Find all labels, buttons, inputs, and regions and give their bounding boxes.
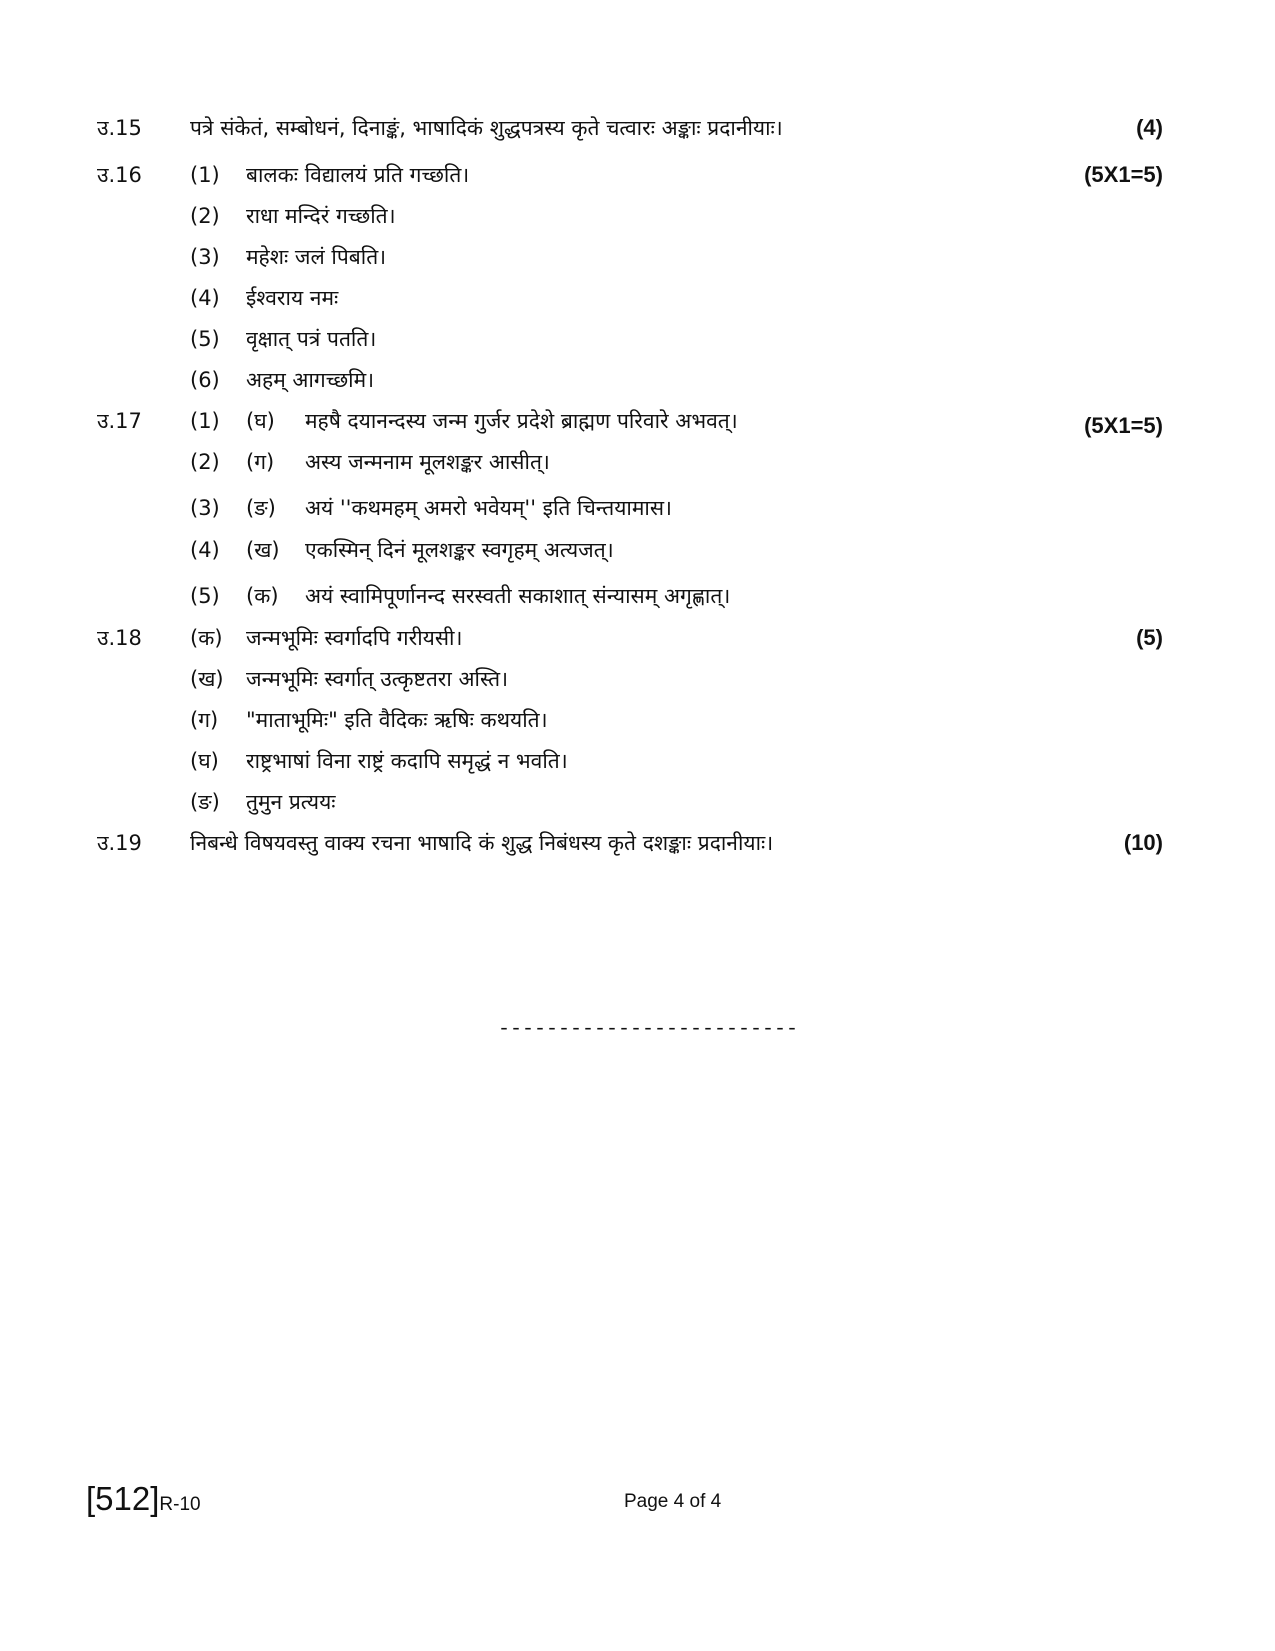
question-number: उ.15 xyxy=(97,116,142,140)
question-17-item-2 xyxy=(0,442,1275,482)
question-17-item-1 xyxy=(0,401,1275,441)
question-18-item-3 xyxy=(0,700,1275,740)
item-label: (ग) xyxy=(190,708,219,732)
answer-text: बालकः विद्यालयं प्रति गच्छति। xyxy=(246,163,470,187)
page-number: Page 4 of 4 xyxy=(624,1491,722,1512)
item-label: (1) xyxy=(190,409,220,433)
marks: (5X1=5) xyxy=(1084,162,1163,187)
option-label: (ख) xyxy=(246,538,280,562)
option-label: (क) xyxy=(246,584,279,608)
item-label: (4) xyxy=(190,286,220,310)
question-number: उ.16 xyxy=(97,163,142,187)
item-label: (3) xyxy=(190,245,220,269)
answer-text: अयं ''कथमहम् अमरो भवेयम्'' इति चिन्तयामास। xyxy=(305,496,673,520)
option-label: (ङ) xyxy=(246,496,276,520)
answer-text: राधा मन्दिरं गच्छति। xyxy=(246,204,396,228)
answer-text: राष्ट्रभाषां विना राष्ट्रं कदापि समृद्धं न भवति। xyxy=(246,749,568,773)
question-16-item-5 xyxy=(0,319,1275,359)
item-label: (2) xyxy=(190,204,220,228)
answer-text: अयं स्वामिपूर्णानन्द सरस्वती सकाशात् संन्यासम् अगृह्णात्। xyxy=(305,584,731,608)
answer-text: महेशः जलं पिबति। xyxy=(246,245,387,269)
item-label: (4) xyxy=(190,538,220,562)
option-label: (घ) xyxy=(246,409,275,433)
option-label: (ग) xyxy=(246,450,275,474)
answer-text: अहम् आगच्छमि। xyxy=(246,368,375,392)
item-label: (क) xyxy=(190,626,223,650)
question-17-item-4 xyxy=(0,530,1275,570)
marks: (4) xyxy=(1136,115,1163,140)
question-17-item-3 xyxy=(0,488,1275,528)
answer-text: तुमुन प्रत्ययः xyxy=(246,790,336,814)
end-divider: ------------------------- xyxy=(498,1018,799,1041)
question-18-item-2 xyxy=(0,659,1275,699)
question-18-item-5 xyxy=(0,782,1275,822)
question-number: उ.18 xyxy=(97,626,142,650)
item-label: (ङ) xyxy=(190,790,220,814)
answer-text: जन्मभूमिः स्वर्गात् उत्कृष्टतरा अस्ति। xyxy=(246,667,509,691)
question-18-item-1 xyxy=(0,618,1275,658)
question-16-item-3 xyxy=(0,237,1275,277)
marks: (5) xyxy=(1136,625,1163,650)
item-label: (5) xyxy=(190,584,220,608)
answer-text: अस्य जन्मनाम मूलशङ्कर आसीत्। xyxy=(305,450,550,474)
question-17-item-5 xyxy=(0,576,1275,616)
answer-text: ईश्वराय नमः xyxy=(246,286,339,310)
answer-text: पत्रे संकेतं, सम्बोधनं, दिनाङ्कं, भाषादिकं शुद्धपत्रस्य कृते चत्वारः अङ्काः प्रदानीयाः। xyxy=(190,116,783,140)
marks: (5X1=5) xyxy=(1084,413,1163,438)
question-16-item-4 xyxy=(0,278,1275,318)
answer-text: महषै दयानन्दस्य जन्म गुर्जर प्रदेशे ब्राह्मण परिवारे अभवत्। xyxy=(305,409,738,433)
item-label: (6) xyxy=(190,368,220,392)
item-label: (3) xyxy=(190,496,220,520)
answer-text: निबन्धे विषयवस्तु वाक्य रचना भाषादि कं शुद्ध निबंधस्य कृते दशङ्काः प्रदानीयाः। xyxy=(190,831,774,855)
answer-text: जन्मभूमिः स्वर्गादपि गरीयसी। xyxy=(246,626,463,650)
question-15 xyxy=(0,108,1275,148)
item-label: (1) xyxy=(190,163,220,187)
question-number: उ.17 xyxy=(97,409,142,433)
item-label: (घ) xyxy=(190,749,219,773)
paper-code-suffix: R-10 xyxy=(159,1494,201,1515)
question-18-item-4 xyxy=(0,741,1275,781)
answer-text: एकस्मिन् दिनं मूलशङ्कर स्वगृहम् अत्यजत्। xyxy=(305,538,614,562)
question-19 xyxy=(0,823,1275,863)
question-16-item-6 xyxy=(0,360,1275,400)
paper-code-main: [512] xyxy=(86,1480,160,1517)
question-16-item-2 xyxy=(0,196,1275,236)
item-label: (2) xyxy=(190,450,220,474)
question-16-item-1 xyxy=(0,155,1275,195)
item-label: (5) xyxy=(190,327,220,351)
marks: (10) xyxy=(1123,830,1163,855)
item-label: (ख) xyxy=(190,667,224,691)
paper-code xyxy=(86,1480,201,1518)
answer-text: "माताभूमिः" इति वैदिकः ऋषिः कथयति। xyxy=(246,708,548,732)
question-number: उ.19 xyxy=(97,831,142,855)
answer-text: वृक्षात् पत्रं पतति। xyxy=(246,327,377,351)
